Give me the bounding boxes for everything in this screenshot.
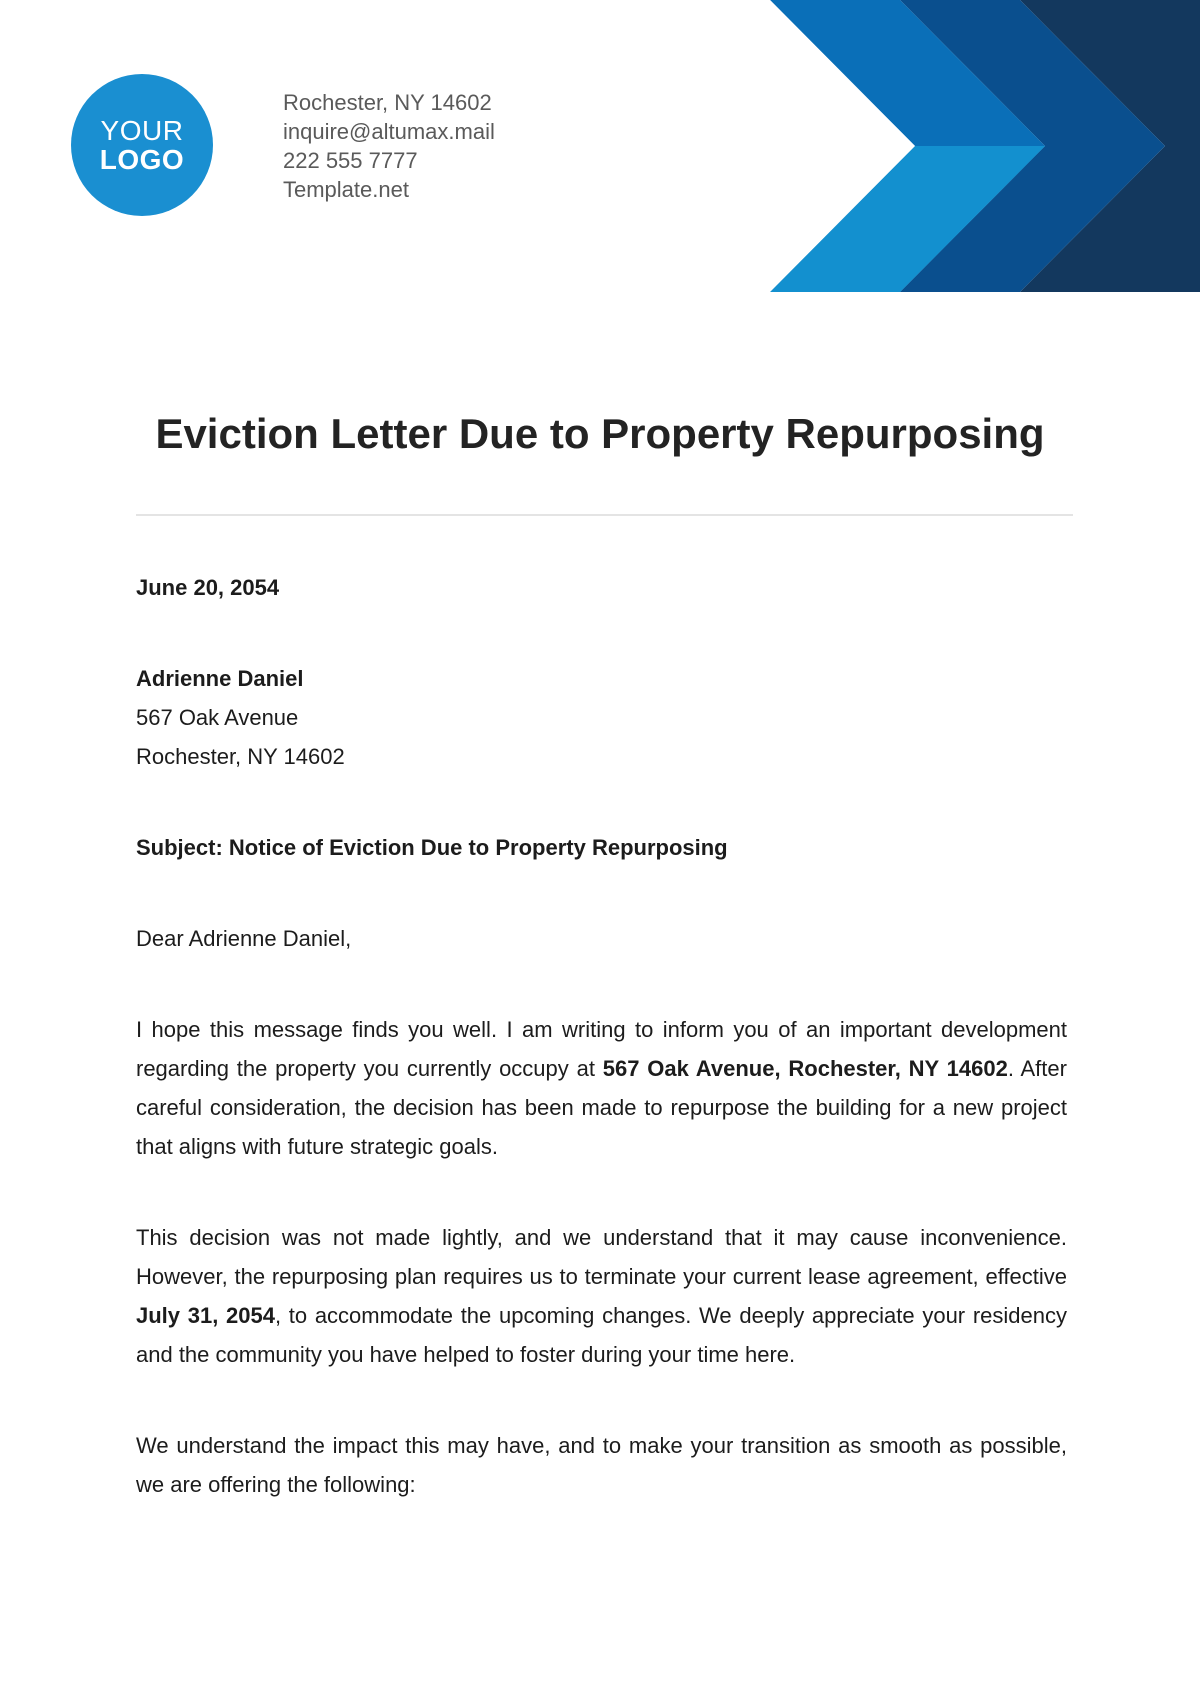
recipient-city: Rochester, NY 14602 <box>136 744 345 769</box>
paragraph-2-text-b: , to accommodate the upcoming changes. We deeply appreciate your residency and the community you have helped to foster during your time here. <box>136 1303 1067 1367</box>
recipient-name: Adrienne Daniel <box>136 666 304 691</box>
title-divider <box>136 514 1073 516</box>
paragraph-1-address: 567 Oak Avenue, Rochester, NY 14602 <box>602 1056 1008 1081</box>
letter-date: June 20, 2054 <box>136 575 280 600</box>
paragraph-1-text-b: . After careful consideration, the decision has been made to repurpose the building for a new project that aligns with future strategic goals. <box>136 1056 1067 1159</box>
paragraph-1-text-a: I hope this message finds you well. I am writing to inform you of an important development regarding the property you currently occupy at <box>136 1017 1067 1081</box>
contact-email: inquire@altumax.mail <box>283 119 495 144</box>
company-logo <box>71 74 213 216</box>
paragraph-1 <box>136 1010 1067 1166</box>
contact-phone: 222 555 7777 <box>283 148 418 173</box>
letter-subject: Subject: Notice of Eviction Due to Property Repurposing <box>136 835 728 860</box>
document-title: Eviction Letter Due to Property Repurposing <box>155 410 1045 457</box>
contact-website: Template.net <box>283 177 409 202</box>
header-chevron-graphic <box>770 0 1200 292</box>
letter-body <box>136 568 1067 1556</box>
paragraph-3: We understand the impact this may have, and to make your transition as smooth as possible, we are offering the following: <box>136 1433 1067 1497</box>
paragraph-2-date: July 31, 2054 <box>136 1303 275 1328</box>
paragraph-2 <box>136 1218 1067 1374</box>
recipient-block <box>136 659 1067 776</box>
paragraph-2-text-a: This decision was not made lightly, and we understand that it may cause inconvenience. However, the repurposing plan requires us to terminate your current lease agreement, effective <box>136 1225 1067 1289</box>
letter-salutation: Dear Adrienne Daniel, <box>136 926 352 951</box>
logo-text-top: YOUR <box>100 114 184 146</box>
contact-address: Rochester, NY 14602 <box>283 90 492 115</box>
contact-block <box>283 88 495 204</box>
logo-text-bottom: LOGO <box>99 144 185 175</box>
recipient-street: 567 Oak Avenue <box>136 705 299 730</box>
